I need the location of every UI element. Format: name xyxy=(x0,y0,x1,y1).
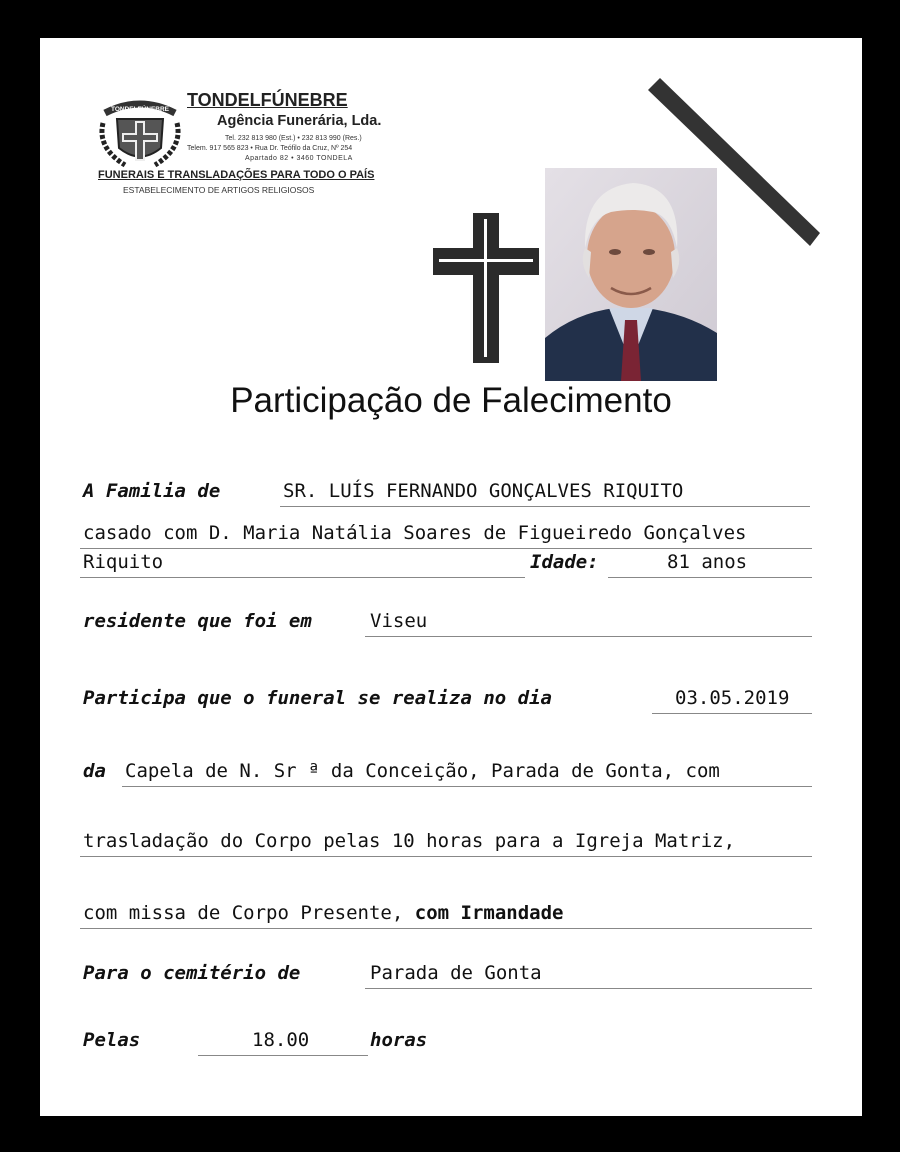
underline xyxy=(365,636,812,637)
age-value: 81 anos xyxy=(667,551,748,573)
from-label: da xyxy=(83,760,106,782)
underline xyxy=(608,577,812,578)
cemetery-value: Parada de Gonta xyxy=(370,962,542,984)
cemetery-label: Para o cemitério de xyxy=(83,962,301,984)
brotherhood-text: com Irmandade xyxy=(414,902,564,924)
underline xyxy=(198,1055,368,1056)
time-value: 18.00 xyxy=(252,1029,310,1051)
underline xyxy=(80,856,812,857)
agency-tagline: FUNERAIS E TRANSLADAÇÕES PARA TODO O PAÍS xyxy=(98,169,375,181)
family-label: A Familia de xyxy=(83,480,221,502)
spouse-line-continued: Riquito xyxy=(83,551,164,573)
agency-name: TONDELFÚNEBRE xyxy=(187,90,348,110)
mass-text: com missa de Corpo Presente, xyxy=(83,902,404,924)
underline xyxy=(80,548,812,549)
page-title: Participação de Falecimento xyxy=(230,381,672,420)
cross-icon xyxy=(433,213,539,363)
agency-subtitle: Agência Funerária, Lda. xyxy=(217,113,382,129)
mass-line xyxy=(83,902,563,924)
underline xyxy=(80,577,525,578)
deceased-portrait xyxy=(545,168,717,381)
deceased-name: SR. LUÍS FERNANDO GONÇALVES RIQUITO xyxy=(283,480,684,502)
funeral-label: Participa que o funeral se realiza no dia xyxy=(83,687,552,709)
underline xyxy=(652,713,812,714)
seal-text: TONDELFÚNEBRE xyxy=(110,106,170,113)
underline xyxy=(365,988,812,989)
obituary-notice xyxy=(40,38,862,1116)
agency-phone: Tel. 232 813 980 (Est.) • 232 813 990 (Res.) xyxy=(225,135,362,142)
funeral-date: 03.05.2019 xyxy=(675,687,790,709)
time-label: Pelas xyxy=(83,1029,141,1051)
underline xyxy=(122,786,812,787)
agency-tagline-secondary: ESTABELECIMENTO DE ARTIGOS RELIGIOSOS xyxy=(123,185,315,195)
underline xyxy=(80,928,812,929)
spouse-line: casado com D. Maria Natália Soares de Figueiredo Gonçalves xyxy=(83,522,747,544)
agency-postal: Apartado 82 • 3460 TONDELA xyxy=(245,155,353,162)
transfer-line: trasladação do Corpo pelas 10 horas para a Igreja Matriz, xyxy=(83,830,736,852)
agency-mobile-address: Telem. 917 565 823 • Rua Dr. Teófilo da Cruz, Nº 254 xyxy=(187,145,353,152)
seal-cross-icon xyxy=(95,93,185,173)
residence-value: Viseu xyxy=(370,610,428,632)
chapel-line: Capela de N. Sr ª da Conceição, Parada de Gonta, com xyxy=(125,760,720,782)
age-label: Idade: xyxy=(530,551,599,573)
underline xyxy=(280,506,810,507)
hours-label: horas xyxy=(370,1029,428,1051)
residence-label: residente que foi em xyxy=(83,610,312,632)
funeral-agency-logo xyxy=(95,88,445,213)
